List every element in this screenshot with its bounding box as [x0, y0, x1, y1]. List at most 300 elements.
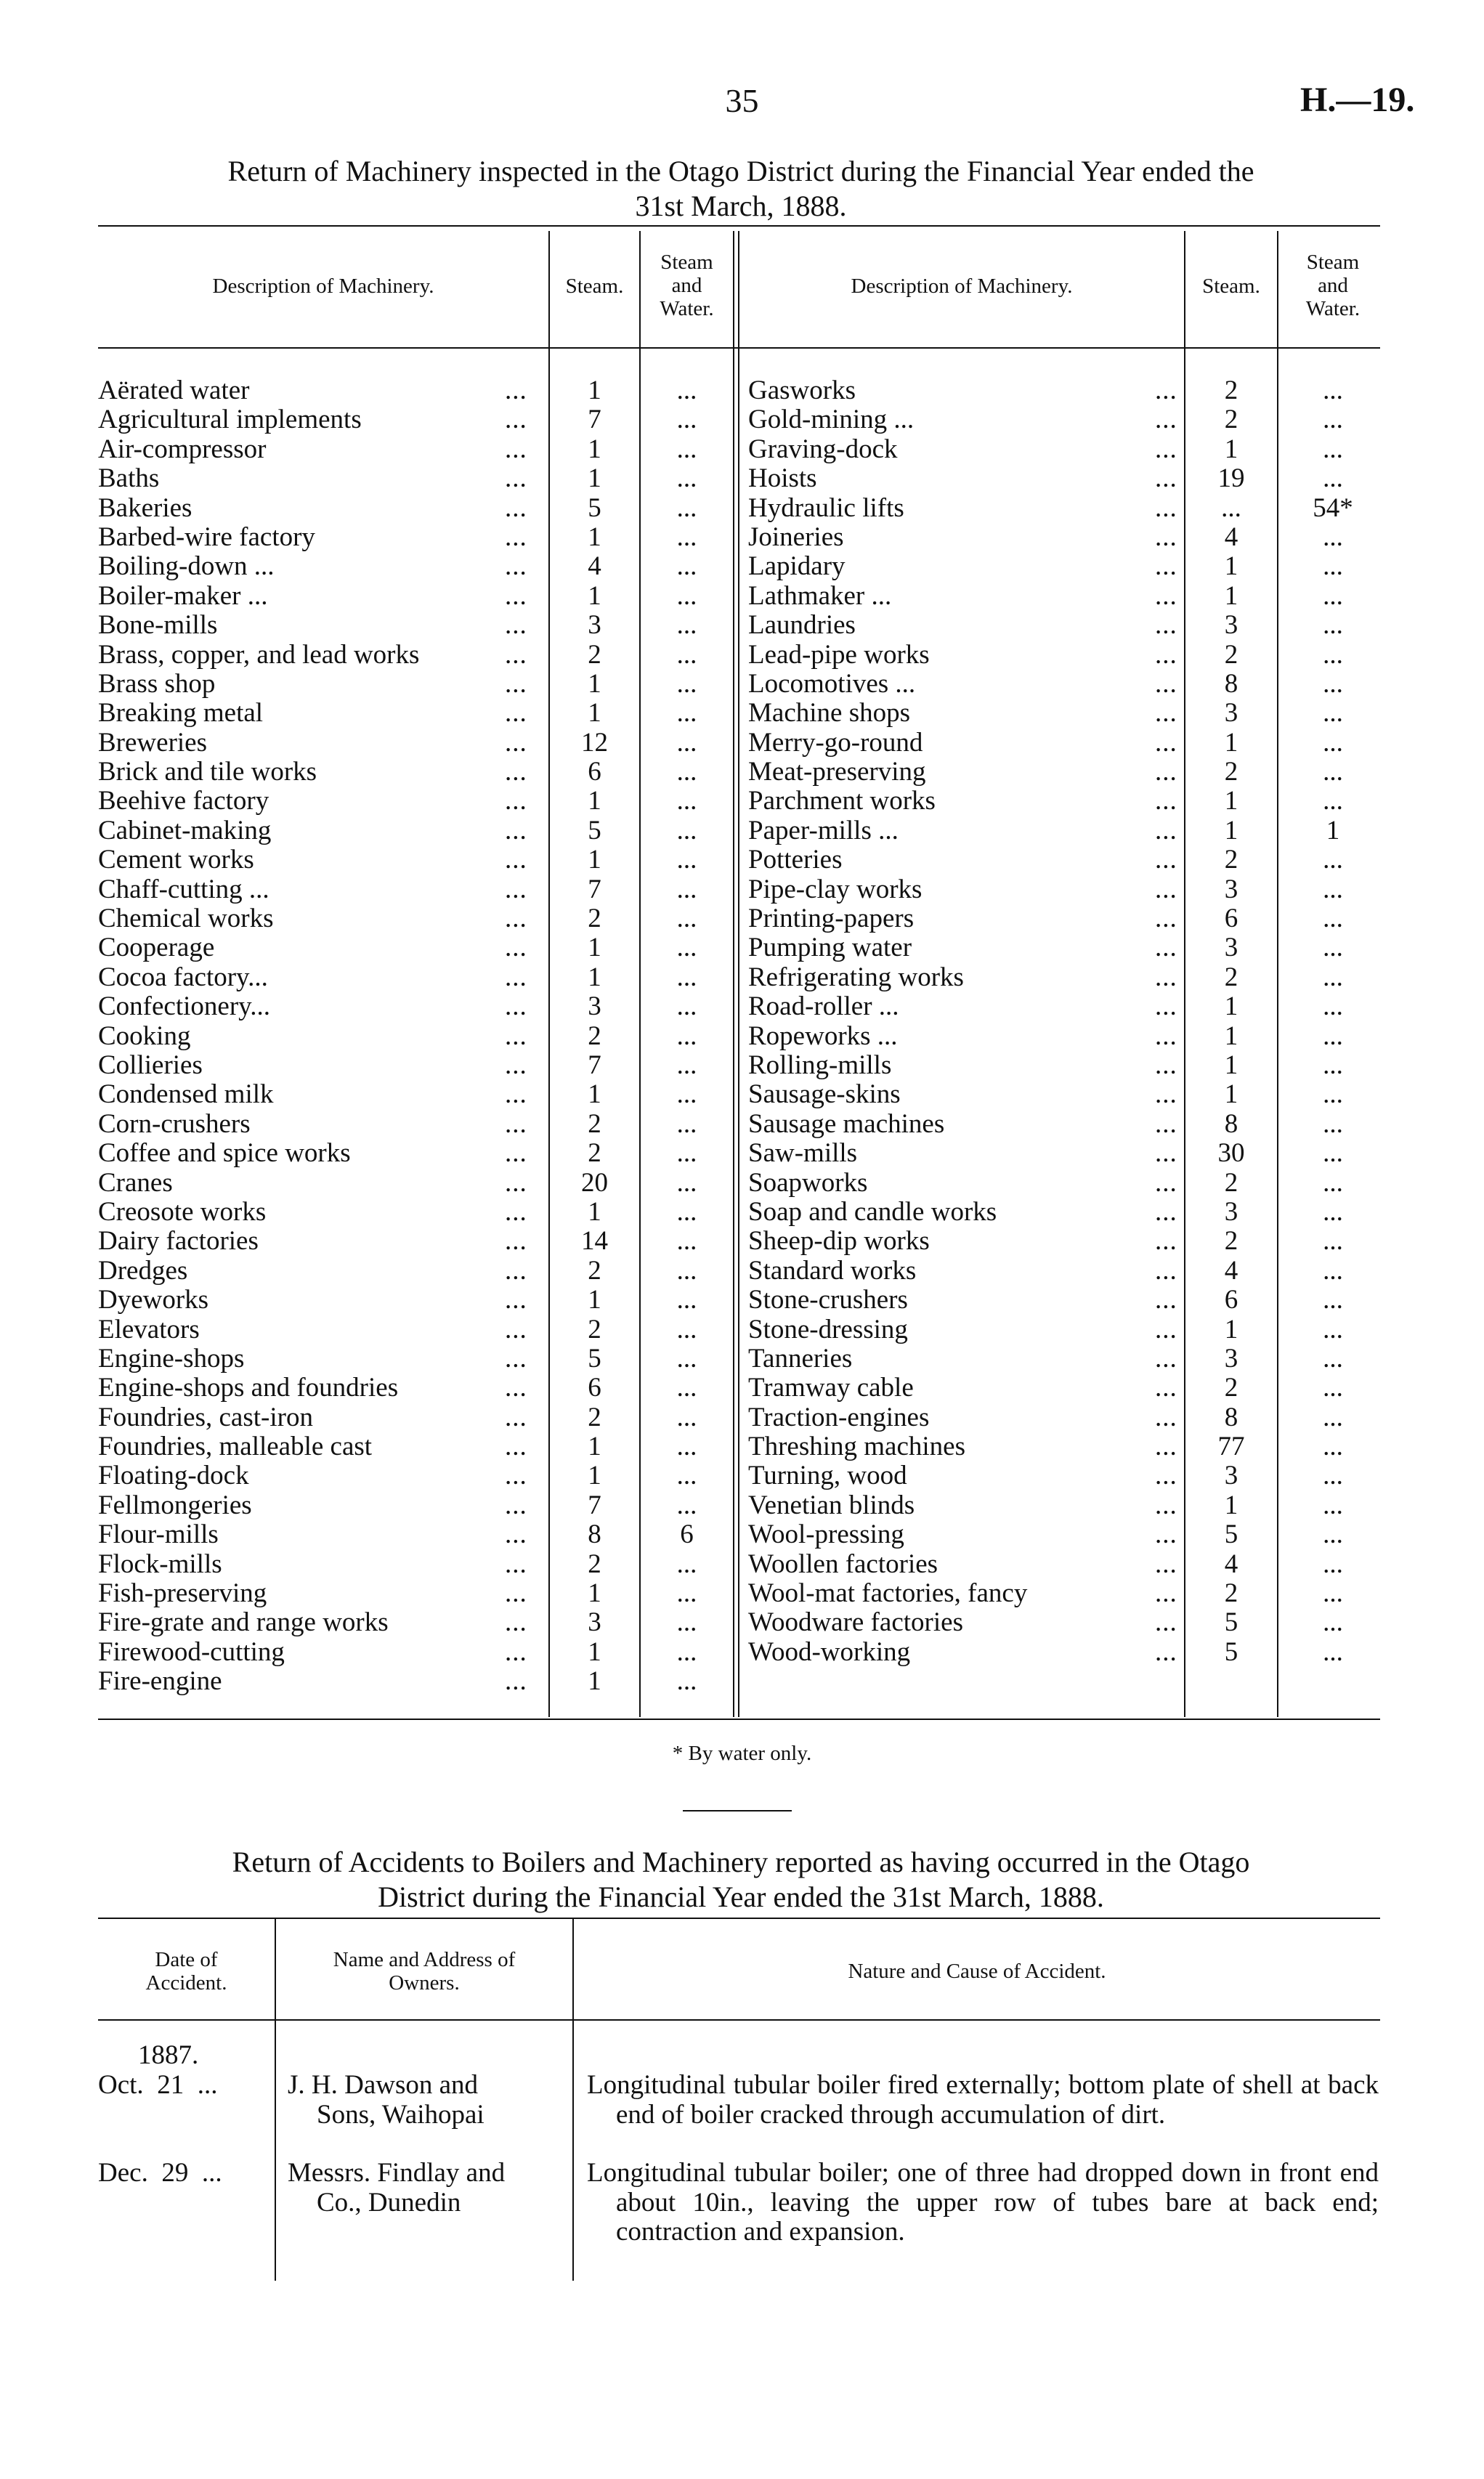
steam-water-count: ...: [1323, 1079, 1343, 1110]
steam-water-count: ...: [1323, 376, 1343, 405]
steam-water-count: ...: [676, 1578, 697, 1609]
machinery-description: Road-roller ...: [748, 991, 899, 1022]
machinery-description: Merry-go-round: [748, 727, 923, 758]
leader-dots: ...: [1155, 1314, 1177, 1344]
machinery-row: [98, 1520, 538, 1549]
leader-dots: ...: [505, 815, 527, 845]
steam-water-count: ...: [676, 1285, 697, 1315]
steam-count: 2: [1224, 405, 1238, 435]
machinery-row: [748, 1286, 1177, 1315]
machinery-row: [748, 1051, 1177, 1080]
steam-count: 1: [1224, 991, 1238, 1022]
machinery-description: Flour-mills: [98, 1520, 219, 1550]
steam-water-count: ...: [676, 1314, 697, 1344]
machinery-description: Wool-mat factories, fancy: [748, 1578, 1028, 1609]
machinery-row: [748, 758, 1177, 787]
accidents-title-line-1: Return of Accidents to Boilers and Machinery reported as having occurred in the Otago: [232, 1846, 1250, 1878]
steam-water-count: 6: [680, 1520, 694, 1550]
leader-dots: ...: [1155, 1255, 1177, 1286]
leader-dots: ...: [1155, 845, 1177, 875]
steam-water-count: ...: [1323, 639, 1343, 670]
machinery-description: Air-compressor: [98, 434, 267, 464]
machinery-description: Boiling-down ...: [98, 551, 275, 582]
machinery-row: [98, 552, 538, 581]
machinery-description: Pumping water: [748, 933, 912, 963]
section-divider: [683, 1810, 792, 1811]
accident-dots: ...: [201, 2158, 222, 2188]
leader-dots: ...: [1155, 1021, 1177, 1051]
machinery-row: [748, 1344, 1177, 1374]
leader-dots: ...: [1155, 1050, 1177, 1080]
steam-count: 3: [1224, 698, 1238, 729]
leader-dots: ...: [505, 405, 527, 435]
steam-water-count: ...: [1323, 1461, 1343, 1491]
leader-dots: ...: [1155, 962, 1177, 992]
machinery-row: [748, 845, 1177, 875]
steam-count: 2: [1224, 1226, 1238, 1257]
leader-dots: ...: [1155, 1578, 1177, 1609]
steam-water-count: 54*: [1313, 492, 1353, 523]
machinery-description: Elevators: [98, 1314, 200, 1344]
steam-water-count: ...: [1323, 1373, 1343, 1403]
machinery-row: [98, 1374, 538, 1403]
leader-dots: ...: [505, 962, 527, 992]
machinery-row: [748, 816, 1177, 845]
steam-count: 30: [1217, 1138, 1245, 1169]
accident-nature-text: Longitudinal tubular boiler; one of three had dropped down in front end about 10in., leaving the upper row of tubes bare at back end; contraction and expansion.: [587, 2158, 1379, 2247]
machinery-row: [98, 1579, 538, 1608]
left-steam-water-column: [641, 376, 733, 1697]
leader-dots: ...: [505, 1578, 527, 1609]
machinery-row: [98, 1286, 538, 1315]
steam-water-count: ...: [676, 1402, 697, 1432]
machinery-row: [98, 1667, 538, 1696]
leader-dots: ...: [505, 522, 527, 552]
steam-count: 2: [588, 1138, 601, 1169]
steam-water-count: ...: [1323, 1138, 1343, 1169]
leader-dots: ...: [505, 1021, 527, 1051]
leader-dots: ...: [1155, 1432, 1177, 1462]
leader-dots: ...: [505, 434, 527, 464]
leader-dots: ...: [1155, 727, 1177, 758]
accidents-header-rule: [98, 2019, 1380, 2021]
steam-water-count: ...: [1323, 1226, 1343, 1257]
machinery-description: Brass shop: [98, 668, 216, 699]
machinery-row: [748, 699, 1177, 728]
leader-dots: ...: [1155, 874, 1177, 904]
steam-water-count: ...: [676, 815, 697, 845]
steam-water-count: ...: [1323, 1285, 1343, 1315]
steam-count: 7: [588, 1490, 601, 1520]
machinery-row: [98, 1227, 538, 1256]
machinery-description: Confectionery...: [98, 991, 270, 1022]
machinery-description: Printing-papers: [748, 904, 915, 934]
machinery-row: [748, 1169, 1177, 1198]
machinery-row: [98, 1080, 538, 1109]
leader-dots: ...: [1155, 1196, 1177, 1227]
machinery-description: Foundries, malleable cast: [98, 1432, 373, 1462]
machinery-description: Floating-dock: [98, 1461, 249, 1491]
steam-water-count: ...: [676, 1167, 697, 1198]
machinery-description: Fire-grate and range works: [98, 1607, 389, 1638]
machinery-description: Gasworks: [748, 376, 856, 405]
leader-dots: ...: [505, 933, 527, 963]
leader-dots: ...: [505, 1314, 527, 1344]
header-date: [98, 1948, 275, 1995]
leader-dots: ...: [1155, 551, 1177, 582]
machinery-description: Venetian blinds: [748, 1490, 915, 1520]
owner-line-2: Sons, Waihopai: [317, 2099, 484, 2130]
steam-count: 3: [1224, 874, 1238, 904]
steam-count: 5: [588, 815, 601, 845]
header-sw-line: and: [1318, 274, 1348, 297]
steam-count: 1: [1224, 1079, 1238, 1110]
machinery-row: [98, 1051, 538, 1080]
machinery-description: Locomotives ...: [748, 668, 916, 699]
steam-count: 3: [588, 1607, 601, 1638]
leader-dots: ...: [1155, 904, 1177, 934]
steam-water-count: ...: [676, 1432, 697, 1462]
steam-water-count: ...: [1323, 1490, 1343, 1520]
machinery-row: [98, 1257, 538, 1286]
machinery-row: [748, 523, 1177, 552]
machinery-row: [98, 582, 538, 611]
steam-water-count: ...: [676, 1373, 697, 1403]
leader-dots: ...: [505, 1520, 527, 1550]
accident-date: [98, 2071, 217, 2101]
steam-count: 7: [588, 405, 601, 435]
steam-water-count: ...: [676, 845, 697, 875]
steam-count: 8: [588, 1520, 601, 1550]
accident-month: Dec.: [98, 2158, 148, 2188]
machinery-description: Engine-shops and foundries: [98, 1373, 399, 1403]
accident-nature: [587, 2071, 1379, 2130]
steam-water-count: ...: [676, 1021, 697, 1051]
machinery-row: [748, 435, 1177, 464]
steam-count: 1: [588, 1461, 601, 1491]
machinery-row: [748, 641, 1177, 670]
machinery-row: [748, 611, 1177, 640]
owner-line-1: Messrs. Findlay and: [288, 2158, 506, 2188]
header-owners-line: Name and Address of: [333, 1948, 516, 1971]
machinery-row: [748, 1461, 1177, 1490]
leader-dots: ...: [505, 492, 527, 523]
steam-count: 3: [1224, 1196, 1238, 1227]
leader-dots: ...: [1155, 1343, 1177, 1374]
leader-dots: ...: [505, 786, 527, 816]
machinery-description: Boiler-maker ...: [98, 580, 268, 611]
steam-water-count: ...: [676, 904, 697, 934]
machinery-description: Hoists: [748, 463, 817, 494]
header-steam-right: Steam.: [1202, 275, 1260, 298]
steam-water-count: ...: [1323, 1402, 1343, 1432]
leader-dots: ...: [1155, 463, 1177, 494]
machinery-row: [98, 494, 538, 523]
leader-dots: ...: [1155, 815, 1177, 845]
header-description-right: Description of Machinery.: [851, 275, 1073, 298]
footnote: * By water only.: [672, 1742, 812, 1765]
machinery-row: [748, 875, 1177, 904]
leader-dots: ...: [505, 1549, 527, 1579]
machinery-row: [98, 1315, 538, 1344]
machinery-row: [748, 1257, 1177, 1286]
steam-water-count: ...: [676, 1607, 697, 1638]
machinery-row: [748, 1110, 1177, 1139]
machinery-row: [748, 376, 1177, 405]
leader-dots: ...: [505, 757, 527, 787]
machinery-row: [98, 875, 538, 904]
leader-dots: ...: [1155, 933, 1177, 963]
machinery-description: Bakeries: [98, 492, 192, 523]
steam-count: 1: [588, 376, 601, 405]
machinery-description: Soapworks: [748, 1167, 868, 1198]
machinery-description: Engine-shops: [98, 1343, 245, 1374]
machinery-row: [98, 904, 538, 933]
steam-water-count: ...: [676, 757, 697, 787]
machinery-description: Tramway cable: [748, 1373, 914, 1403]
machinery-description: Chemical works: [98, 904, 274, 934]
machinery-row: [98, 1550, 538, 1579]
leader-dots: ...: [505, 727, 527, 758]
leader-dots: ...: [505, 1255, 527, 1286]
steam-water-count: ...: [676, 405, 697, 435]
steam-count: 1: [588, 463, 601, 494]
machinery-description: Threshing machines: [748, 1432, 965, 1462]
table-top-rule: [98, 225, 1380, 227]
steam-count: 1: [1224, 1050, 1238, 1080]
accident-owner: [288, 2159, 559, 2218]
steam-count: 1: [1224, 580, 1238, 611]
leader-dots: ...: [505, 698, 527, 729]
accident-nature: [587, 2159, 1379, 2247]
accident-day: 29: [161, 2158, 189, 2188]
machinery-description: Corn-crushers: [98, 1108, 251, 1139]
machinery-row: [748, 1315, 1177, 1344]
machinery-row: [748, 1403, 1177, 1432]
machinery-description: Traction-engines: [748, 1402, 930, 1432]
machinery-row: [98, 435, 538, 464]
steam-count: 1: [588, 1079, 601, 1110]
leader-dots: ...: [1155, 522, 1177, 552]
header-steam-water-left: [641, 251, 733, 320]
machinery-description: Saw-mills: [748, 1138, 858, 1169]
leader-dots: ...: [505, 1402, 527, 1432]
steam-water-count: ...: [1323, 463, 1343, 494]
steam-water-count: ...: [1323, 1255, 1343, 1286]
machinery-description: Sausage-skins: [748, 1079, 901, 1110]
steam-water-count: ...: [1323, 1578, 1343, 1609]
machinery-title-line-2: 31st March, 1888.: [635, 190, 847, 222]
steam-water-count: ...: [1323, 1021, 1343, 1051]
steam-count: 3: [588, 610, 601, 641]
leader-dots: ...: [505, 1108, 527, 1139]
machinery-description: Wood-working: [748, 1636, 911, 1667]
machinery-row: [748, 1550, 1177, 1579]
steam-count: 1: [1224, 434, 1238, 464]
leader-dots: ...: [1155, 610, 1177, 641]
machinery-row: [98, 1608, 538, 1637]
leader-dots: ...: [505, 1285, 527, 1315]
leader-dots: ...: [505, 1343, 527, 1374]
steam-water-count: ...: [1323, 522, 1343, 552]
leader-dots: ...: [505, 551, 527, 582]
leader-dots: ...: [1155, 492, 1177, 523]
steam-water-count: ...: [676, 1490, 697, 1520]
steam-count: 1: [1224, 1490, 1238, 1520]
column-divider: [733, 231, 734, 1717]
leader-dots: ...: [1155, 1461, 1177, 1491]
header-owners-line: Owners.: [389, 1971, 460, 1995]
steam-water-count: ...: [676, 1461, 697, 1491]
machinery-description: Lead-pipe works: [748, 639, 930, 670]
machinery-row: [748, 1608, 1177, 1637]
machinery-description: Aërated water: [98, 376, 250, 405]
steam-water-count: ...: [1323, 933, 1343, 963]
steam-count: 3: [1224, 933, 1238, 963]
header-date-line: Date of: [155, 1948, 218, 1971]
steam-water-count: 1: [1326, 815, 1340, 845]
machinery-description: Firewood-cutting: [98, 1636, 285, 1667]
steam-water-count: ...: [1323, 610, 1343, 641]
leader-dots: ...: [1155, 1520, 1177, 1550]
leader-dots: ...: [1155, 1607, 1177, 1638]
machinery-description: Dyeworks: [98, 1285, 209, 1315]
machinery-row: [98, 933, 538, 962]
machinery-row: [98, 729, 538, 758]
leader-dots: ...: [505, 1432, 527, 1462]
steam-water-count: ...: [1323, 1520, 1343, 1550]
machinery-title-line-1: Return of Machinery inspected in the Otago District during the Financial Year ended the: [227, 155, 1254, 187]
machinery-row: [748, 1022, 1177, 1051]
steam-water-count: ...: [1323, 580, 1343, 611]
machinery-description: Fellmongeries: [98, 1490, 252, 1520]
leader-dots: ...: [1155, 1167, 1177, 1198]
steam-water-count: ...: [676, 522, 697, 552]
machinery-description: Stone-crushers: [748, 1285, 908, 1315]
steam-water-count: ...: [1323, 405, 1343, 435]
leader-dots: ...: [1155, 786, 1177, 816]
leader-dots: ...: [1155, 434, 1177, 464]
steam-water-count: ...: [676, 874, 697, 904]
left-description-column: [98, 376, 538, 1697]
machinery-row: [98, 1198, 538, 1227]
right-description-column: [748, 376, 1177, 1667]
machinery-row: [98, 376, 538, 405]
leader-dots: ...: [505, 991, 527, 1022]
machinery-row: [98, 611, 538, 640]
steam-water-count: ...: [1323, 1636, 1343, 1667]
steam-count: 1: [1224, 727, 1238, 758]
steam-count: 1: [588, 1666, 601, 1697]
machinery-description: Dredges: [98, 1255, 188, 1286]
steam-water-count: ...: [1323, 551, 1343, 582]
machinery-row: [98, 787, 538, 816]
steam-count: 2: [588, 904, 601, 934]
steam-count: 1: [588, 1196, 601, 1227]
accidents-table-title: [94, 1845, 1387, 1915]
steam-water-count: ...: [1323, 1050, 1343, 1080]
steam-count: 1: [588, 962, 601, 992]
column-divider: [738, 231, 739, 1717]
steam-water-count: ...: [1323, 727, 1343, 758]
machinery-row: [98, 670, 538, 699]
machinery-description: Cocoa factory...: [98, 962, 268, 992]
steam-count: 1: [588, 698, 601, 729]
header-sw-line: Steam: [660, 251, 713, 274]
accidents-title-line-2: District during the Financial Year ended the 31st March, 1888.: [378, 1880, 1104, 1913]
leader-dots: ...: [505, 1461, 527, 1491]
steam-water-count: ...: [1323, 1432, 1343, 1462]
steam-count: 3: [1224, 1461, 1238, 1491]
steam-count: 1: [588, 845, 601, 875]
machinery-description: Sausage machines: [748, 1108, 945, 1139]
steam-count: 2: [1224, 845, 1238, 875]
header-date-line: Accident.: [145, 1971, 227, 1995]
accident-dots: ...: [197, 2070, 218, 2100]
steam-water-count: ...: [1323, 1607, 1343, 1638]
steam-count: 5: [1224, 1607, 1238, 1638]
steam-water-count: ...: [676, 639, 697, 670]
steam-count: 4: [588, 551, 601, 582]
machinery-row: [98, 699, 538, 728]
machinery-row: [748, 552, 1177, 581]
leader-dots: ...: [1155, 580, 1177, 611]
leader-dots: ...: [1155, 639, 1177, 670]
machinery-description: Breweries: [98, 727, 207, 758]
machinery-description: Cabinet-making: [98, 815, 272, 845]
steam-count: 1: [588, 1285, 601, 1315]
steam-water-count: ...: [1323, 991, 1343, 1022]
machinery-description: Potteries: [748, 845, 843, 875]
machinery-row: [98, 845, 538, 875]
steam-count: 1: [588, 1432, 601, 1462]
machinery-row: [748, 963, 1177, 992]
leader-dots: ...: [1155, 991, 1177, 1022]
leader-dots: ...: [1155, 1490, 1177, 1520]
steam-water-count: ...: [676, 1050, 697, 1080]
machinery-description: Woodware factories: [748, 1607, 963, 1638]
machinery-row: [98, 816, 538, 845]
steam-count: 2: [1224, 1373, 1238, 1403]
steam-count: 2: [588, 1108, 601, 1139]
steam-water-count: ...: [676, 1079, 697, 1110]
machinery-description: Turning, wood: [748, 1461, 907, 1491]
machinery-description: Condensed milk: [98, 1079, 274, 1110]
leader-dots: ...: [1155, 405, 1177, 435]
steam-count: ...: [1221, 492, 1241, 523]
machinery-row: [748, 670, 1177, 699]
leader-dots: ...: [505, 639, 527, 670]
leader-dots: ...: [1155, 698, 1177, 729]
steam-water-count: ...: [1323, 1196, 1343, 1227]
steam-water-count: ...: [676, 580, 697, 611]
steam-water-count: ...: [676, 1255, 697, 1286]
machinery-row: [748, 494, 1177, 523]
machinery-description: Joineries: [748, 522, 844, 552]
machinery-row: [98, 405, 538, 434]
steam-water-count: ...: [1323, 434, 1343, 464]
steam-count: 2: [1224, 1578, 1238, 1609]
steam-count: 1: [588, 522, 601, 552]
steam-water-count: ...: [1323, 786, 1343, 816]
leader-dots: ...: [1155, 1402, 1177, 1432]
steam-count: 1: [588, 933, 601, 963]
machinery-description: Meat-preserving: [748, 757, 926, 787]
accident-date: [98, 2159, 222, 2188]
steam-count: 4: [1224, 1549, 1238, 1579]
left-steam-column: [550, 376, 639, 1697]
leader-dots: ...: [505, 668, 527, 699]
